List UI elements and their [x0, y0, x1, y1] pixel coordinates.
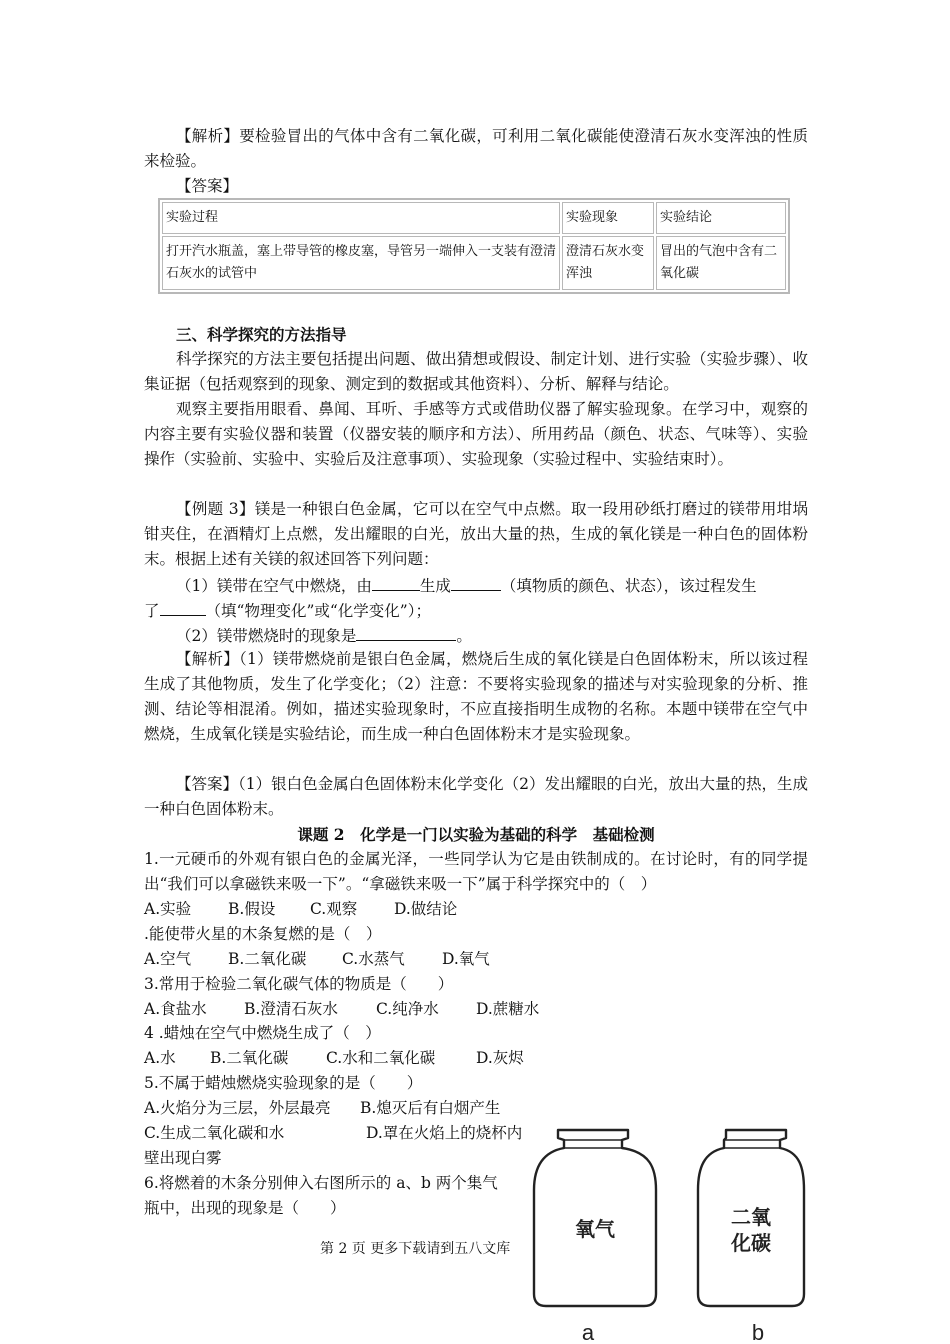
table-header-row: [162, 202, 786, 234]
table-cell: 打开汽水瓶盖，塞上带导管的橡皮塞，导管另一端伸入一支装有澄清石灰水的试管中: [162, 236, 560, 290]
quiz-question-5: 5.不属于蜡烛燃烧实验现象的是（ ）: [144, 1074, 423, 1092]
option[interactable]: B.熄灭后有白烟产生: [360, 1099, 501, 1117]
bottle-b-label-1: 二氧: [731, 1205, 771, 1229]
answer-blank[interactable]: [451, 572, 501, 591]
example-answer: [144, 772, 808, 822]
q1-text-a: （1）镁带在空气中燃烧，由: [176, 577, 372, 595]
quiz-question-1: 1.一元硬币的外观有银白色的金属光泽，一些同学认为它是由铁制成的。在讨论时，有的同学提出“我们可以拿磁铁来吸一下”。“拿磁铁来吸一下”属于科学探究中的（ ）: [144, 850, 808, 893]
answer-label: 【答案】: [176, 177, 239, 195]
q1-text-d: 了: [144, 602, 160, 620]
option[interactable]: D.做结论: [394, 900, 458, 918]
option[interactable]: D.氧气: [442, 950, 490, 968]
option[interactable]: B.二氧化碳: [210, 1049, 289, 1067]
analysis-text: 要检验冒出的气体中含有二氧化碳，可利用二氧化碳能使澄清石灰水变浑浊的性质来检验。: [144, 127, 808, 170]
option[interactable]: B.澄清石灰水: [244, 1000, 338, 1018]
table-header-cell: 实验现象: [562, 202, 654, 234]
quiz-options-1: [144, 897, 457, 922]
option[interactable]: C.纯净水: [376, 1000, 439, 1018]
quiz-options-2: [144, 947, 490, 972]
example-paragraph: [144, 497, 808, 572]
bottle-b-icon: [698, 1130, 804, 1344]
q2-text-b: 。: [456, 627, 472, 645]
analysis-tag: 【解析】: [176, 650, 239, 668]
table-cell: 冒出的气泡中含有二氧化碳: [656, 236, 786, 290]
gas-bottles-figure: [528, 1110, 828, 1344]
analysis-text: （1）镁带燃烧前是银白色金属，燃烧后生成的氧化镁是白色固体粉末，所以该过程生成了其他物质，发生了化学变化；（2）注意：不要将实验现象的描述与对实验现象的分析、推测、结论等相混淆。例如，描述实验现象时，不应直接指明生成物的名称。本题中镁带在空气中燃烧，生成氧化镁是实验结论，而生成一种白色固体粉末才是实验现象。: [144, 650, 808, 743]
q1-text-c: （填物质的颜色、状态），该过程发生: [500, 577, 757, 595]
quiz-question-6-cont: 瓶中，出现的现象是（ ）: [144, 1199, 346, 1217]
q1-text-b: 生成: [419, 577, 451, 595]
quiz-question-3: 3.常用于检验二氧化碳气体的物质是（ ）: [144, 975, 454, 993]
bottle-a-label: 氧气: [575, 1217, 615, 1241]
quiz-options-3: [144, 997, 539, 1022]
example-question-1: [144, 572, 808, 599]
section-paragraph: 科学探究的方法主要包括提出问题、做出猜想或假设、制定计划、进行实验（实验步骤）、收集证据（包括观察到的现象、测定到的数据或其他资料）、分析、解释与结论。: [144, 350, 808, 393]
quiz-option-5-tail: 壁出现白雾: [144, 1149, 222, 1167]
section-paragraph: 观察主要指用眼看、鼻闻、耳听、手感等方式或借助仪器了解实验现象。在学习中，观察的内容主要有实验仪器和装置（仪器安装的顺序和方法）、所用药品（颜色、状态、气味等）、实验操作（实验前、实验中、实验后及注意事项）、实验现象（实验过程中、实验结束时）。: [144, 400, 808, 468]
bottle-b-caption: b: [751, 1320, 765, 1344]
bottle-b-label-2: 化碳: [731, 1231, 771, 1255]
q2-text-a: （2）镁带燃烧时的现象是: [176, 627, 357, 645]
option[interactable]: C.水和二氧化碳: [326, 1049, 436, 1067]
analysis-paragraph: [144, 124, 808, 174]
answer-blank[interactable]: [372, 572, 420, 591]
analysis-tag: 【解析】: [176, 127, 240, 145]
example-analysis: [144, 647, 808, 747]
option[interactable]: A.空气: [144, 950, 192, 968]
quiz-question-2: .能使带火星的木条复燃的是（ ）: [144, 925, 382, 943]
example-question-2: [144, 622, 808, 649]
table-cell: 澄清石灰水变浑浊: [562, 236, 654, 290]
table-header-cell: 实验过程: [162, 202, 560, 234]
option[interactable]: A.食盐水: [144, 1000, 207, 1018]
option[interactable]: A.火焰分为三层，外层最亮: [144, 1099, 331, 1117]
quiz-question-6: 6.将燃着的木条分别伸入右图所示的 a、b 两个集气: [144, 1174, 498, 1192]
example-tag: 【例题 3】: [176, 500, 255, 518]
quiz-options-4: [144, 1046, 524, 1071]
option[interactable]: A.实验: [144, 900, 192, 918]
option[interactable]: B.假设: [228, 900, 276, 918]
bottle-a-icon: [534, 1130, 656, 1344]
answer-text: （1）银白色金属白色固体粉末化学变化（2）发出耀眼的白光，放出大量的热，生成一种白色固体粉末。: [144, 775, 808, 818]
page-footer: 第 2 页 更多下载请到五八文库: [320, 1241, 511, 1257]
option[interactable]: D.灰烬: [476, 1049, 524, 1067]
option[interactable]: C.水蒸气: [342, 950, 405, 968]
q1-text-e: （填“物理变化”或“化学变化”）；: [205, 602, 431, 620]
option[interactable]: D.蔗糖水: [476, 1000, 540, 1018]
answer-blank[interactable]: [356, 622, 456, 641]
option[interactable]: C.生成二氧化碳和水: [144, 1124, 285, 1142]
answer-table: [158, 198, 790, 294]
table-row: [162, 236, 786, 290]
option[interactable]: D.罩在火焰上的烧杯内: [366, 1124, 523, 1142]
answer-tag: 【答案】: [176, 775, 239, 793]
section-title: 三、科学探究的方法指导: [176, 325, 347, 344]
bottle-a-caption: a: [581, 1320, 595, 1344]
quiz-question-4: 4 .蜡烛在空气中燃烧生成了（ ）: [144, 1024, 381, 1042]
option[interactable]: A.水: [144, 1049, 176, 1067]
option[interactable]: C.观察: [310, 900, 358, 918]
quiz-title: 课题 2 化学是一门以实验为基础的科学 基础检测: [297, 825, 655, 844]
example-question-1-cont: [144, 597, 431, 624]
quiz-options-5a: [144, 1096, 500, 1121]
answer-blank[interactable]: [160, 597, 206, 616]
example-text: 镁是一种银白色金属，它可以在空气中点燃。取一段用砂纸打磨过的镁带用坩埚钳夹住，在酒精灯上点燃，发出耀眼的白光，放出大量的热，生成的氧化镁是一种白色的固体粉末。根据上述有关镁的叙述回答下列问题：: [144, 500, 808, 568]
option[interactable]: B.二氧化碳: [228, 950, 307, 968]
table-header-cell: 实验结论: [656, 202, 786, 234]
quiz-options-5b: [144, 1121, 522, 1146]
